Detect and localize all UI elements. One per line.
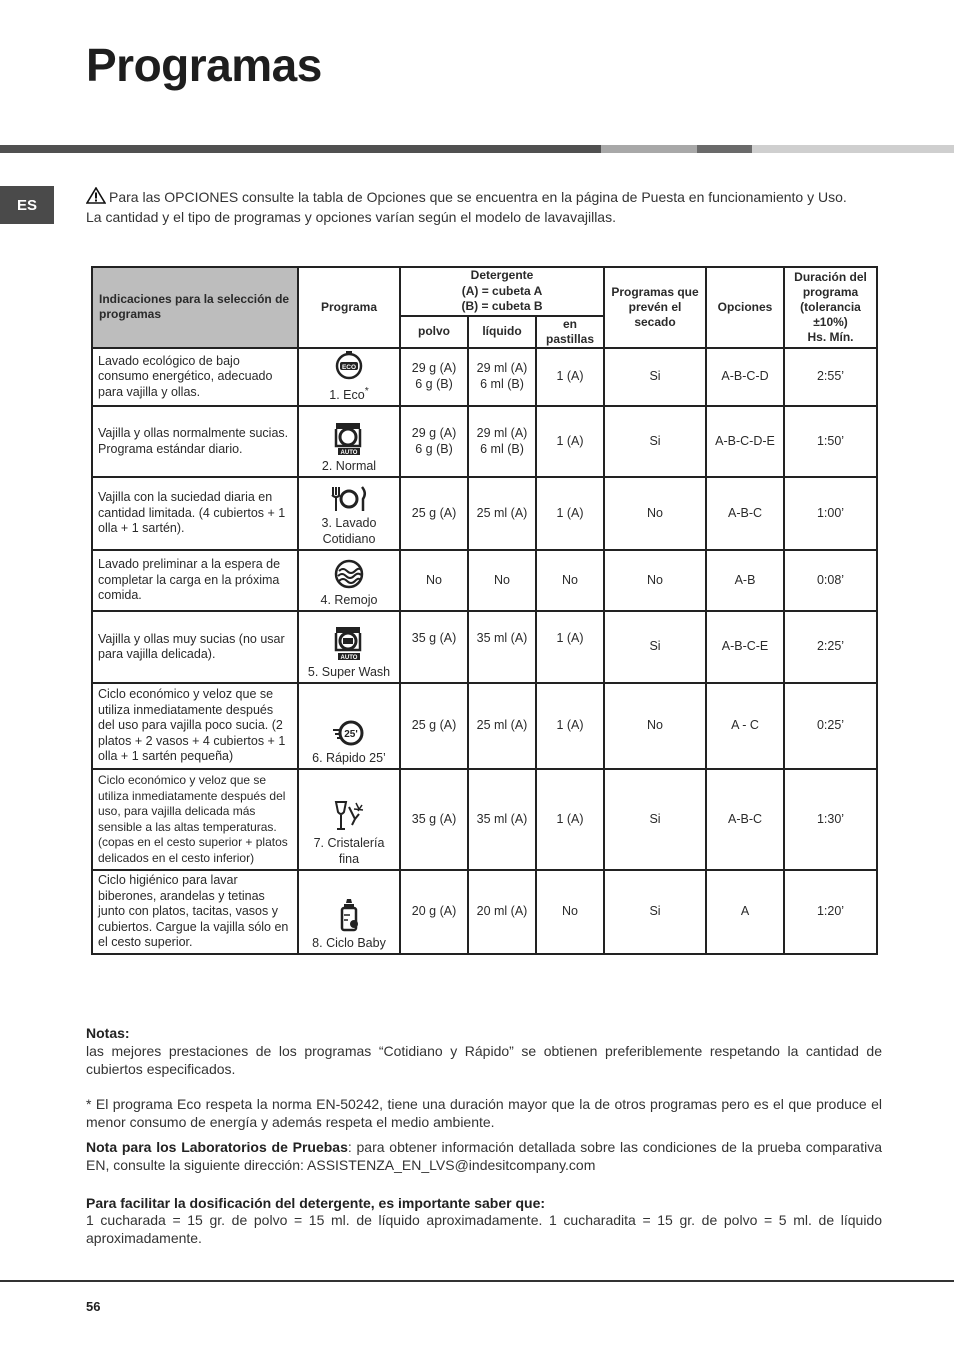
header-bar-dark2: [697, 145, 752, 153]
program-asterisk: *: [364, 385, 369, 397]
baby-bottle-icon: [335, 897, 363, 933]
options-cell: A - C: [706, 683, 784, 769]
header-bar-dark: [0, 145, 601, 153]
header-duration-l1: Duración del programa (tolerancia: [794, 269, 867, 314]
tablets-cell: No: [536, 550, 604, 611]
tablets-cell: 1 (A): [536, 348, 604, 407]
header-detergent-l3: (B) = cubeta B: [461, 299, 543, 313]
cutlery-icon: [329, 485, 369, 513]
duration-cell: 1:30’: [784, 769, 877, 870]
drying-cell: No: [604, 477, 706, 550]
header-liquid: líquido: [468, 316, 536, 348]
powder-cell: 20 g (A): [400, 870, 468, 954]
table-row: [92, 769, 877, 870]
warning-triangle-icon: [86, 187, 106, 208]
row-program: [298, 870, 400, 954]
options-cell: A-B: [706, 550, 784, 611]
program-name: 3. Lavado Cotidiano: [321, 516, 377, 546]
options-cell: A-B-C: [706, 477, 784, 550]
dosing-text: 1 cucharada = 15 gr. de polvo = 15 ml. de líquido aproximadamente. 1 cucharadita = 15 gr. de polvo = 5 ml. de líquido aproximadamente.: [86, 1212, 882, 1246]
program-name: 8. Ciclo Baby: [312, 935, 386, 950]
row-description: Vajilla y ollas normalmente sucias. Programa estándar diario.: [92, 406, 298, 477]
powder-cell: No: [400, 550, 468, 611]
rapid-25-icon: [331, 718, 367, 748]
svg-text:AUTO: AUTO: [340, 654, 358, 661]
duration-cell: 0:25’: [784, 683, 877, 769]
table-row: [92, 870, 877, 954]
glassware-icon: [332, 799, 366, 833]
drying-cell: Si: [604, 611, 706, 683]
row-program: [298, 769, 400, 870]
table-row: [92, 406, 877, 477]
header-detergent-l1: Detergente: [470, 268, 534, 282]
table-row: [92, 477, 877, 550]
intro-line-1: Para las OPCIONES consulte la tabla de Opciones que se encuentra en la página de Puesta en funcionamiento y Uso.: [109, 189, 847, 205]
header-duration-l3: Hs. Mín.: [807, 329, 854, 344]
footer-divider: [0, 1280, 954, 1282]
row-program: [298, 477, 400, 550]
notes-heading: Notas:: [86, 1025, 130, 1041]
intro-text: [86, 187, 886, 226]
liquid-b: 6 ml (B): [480, 441, 524, 456]
drying-cell: Si: [604, 769, 706, 870]
table-row: [92, 683, 877, 769]
header-drying: Programas que prevén el secado: [604, 267, 706, 348]
notes-lab: [86, 1138, 882, 1174]
program-name: 7. Cristalería fina: [313, 836, 385, 866]
liquid-cell: 20 ml (A): [468, 870, 536, 954]
powder-b: 6 g (B): [415, 376, 453, 391]
tablets-cell: 1 (A): [536, 406, 604, 477]
liquid-cell: [468, 348, 536, 407]
header-detergent-l2: (A) = cubeta A: [461, 283, 543, 298]
header-duration: [784, 267, 877, 348]
drying-cell: No: [604, 550, 706, 611]
tablets-cell: 1 (A): [536, 683, 604, 769]
row-program: [298, 406, 400, 477]
table-row: [92, 550, 877, 611]
powder-b: 6 g (B): [415, 441, 453, 456]
svg-text:AUTO: AUTO: [340, 449, 358, 456]
program-name: 1. Eco: [329, 387, 365, 402]
liquid-cell: 25 ml (A): [468, 683, 536, 769]
liquid-b: 6 ml (B): [480, 376, 524, 391]
normal-auto-icon: [332, 420, 366, 456]
tablets-cell: 1 (A): [536, 611, 604, 683]
duration-cell: 1:20’: [784, 870, 877, 954]
header-program: Programa: [298, 267, 400, 348]
tablets-cell: 1 (A): [536, 477, 604, 550]
options-cell: A-B-C-D: [706, 348, 784, 407]
notes-lab-text: : para obtener información detallada sobre las condiciones de la prueba comparativa EN, consulte la siguiente dirección: ASSISTENZA_EN_LVS@indesitcompany.com: [86, 1139, 882, 1173]
notes-paragraph-2: * El programa Eco respeta la norma EN-50242, tiene una duración mayor que la de otros programas pero es el que produce el menor consumo de energía y además respeta el medio ambiente.: [86, 1096, 882, 1130]
powder-cell: [400, 406, 468, 477]
duration-cell: 1:00’: [784, 477, 877, 550]
eco-icon: [334, 349, 364, 381]
header-detergent: [400, 267, 604, 316]
powder-a: 29 g (A): [411, 361, 457, 376]
program-name: 4. Remojo: [320, 592, 378, 607]
row-description: Ciclo higiénico para lavar biberones, arandelas y tetinas junto con platos, tacitas, vasos y cubiertos. Cargue la vajilla sólo en el cesto superior.: [92, 870, 298, 954]
liquid-cell: 25 ml (A): [468, 477, 536, 550]
header-bar-light: [752, 145, 954, 153]
row-description: Ciclo económico y veloz que se utiliza inmediatamente después del uso para vajilla poco sucia. (2 platos + 2 vasos + 4 cubiertos + 1 olla + 1 sartén pequeña): [92, 683, 298, 769]
row-description: Vajilla con la suciedad diaria en cantidad limitada. (4 cubiertos + 1 olla + 1 sartén).: [92, 477, 298, 550]
powder-a: 29 g (A): [411, 426, 457, 441]
row-description: Lavado ecológico de bajo consumo energético, adecuado para vajilla y ollas.: [92, 348, 298, 407]
header-bar-mid: [601, 145, 697, 153]
duration-cell: 0:08’: [784, 550, 877, 611]
powder-cell: 25 g (A): [400, 477, 468, 550]
liquid-cell: 35 ml (A): [468, 611, 536, 683]
tablets-cell: No: [536, 870, 604, 954]
program-name: 5. Super Wash: [307, 664, 391, 679]
liquid-a: 29 ml (A): [476, 361, 528, 376]
page-number: 56: [86, 1299, 101, 1314]
programs-table: [91, 266, 878, 955]
options-cell: A-B-C-D-E: [706, 406, 784, 477]
svg-text:25': 25': [344, 728, 358, 740]
header-duration-l2: ±10%): [813, 314, 848, 329]
duration-cell: 2:55’: [784, 348, 877, 407]
header-options: Opciones: [706, 267, 784, 348]
header-tablets: en pastillas: [536, 316, 604, 348]
row-description: Vajilla y ollas muy sucias (no usar para vajilla delicada).: [92, 611, 298, 683]
liquid-cell: [468, 406, 536, 477]
svg-text:ECO: ECO: [341, 363, 357, 371]
liquid-cell: 35 ml (A): [468, 769, 536, 870]
drying-cell: Si: [604, 870, 706, 954]
row-program: [298, 348, 400, 407]
table-row: [92, 611, 877, 683]
liquid-cell: No: [468, 550, 536, 611]
notes-lab-bold: Nota para los Laboratorios de Pruebas: [86, 1139, 348, 1155]
duration-cell: 2:25’: [784, 611, 877, 683]
header-powder: polvo: [400, 316, 468, 348]
powder-cell: 25 g (A): [400, 683, 468, 769]
drying-cell: Si: [604, 406, 706, 477]
table-row: [92, 348, 877, 407]
options-cell: A-B-C-E: [706, 611, 784, 683]
drying-cell: Si: [604, 348, 706, 407]
dosing-heading: Para facilitar la dosificación del detergente, es importante saber que:: [86, 1195, 546, 1211]
row-description: Ciclo económico y veloz que se utiliza inmediatamente después del uso, para vajilla delicada más sensible a las altas temperaturas. (copas en el cesto superior + platos delicados en el cesto inferior): [92, 769, 298, 870]
tablets-cell: 1 (A): [536, 769, 604, 870]
liquid-a: 29 ml (A): [476, 426, 528, 441]
intro-line-2: La cantidad y el tipo de programas y opciones varían según el modelo de lavavajillas.: [86, 209, 616, 225]
row-program: [298, 683, 400, 769]
program-name: 6. Rápido 25’: [312, 750, 386, 765]
powder-cell: 35 g (A): [400, 611, 468, 683]
duration-cell: 1:50’: [784, 406, 877, 477]
powder-cell: [400, 348, 468, 407]
page-title: Programas: [86, 39, 322, 91]
drying-cell: No: [604, 683, 706, 769]
notes-paragraph-1: las mejores prestaciones de los programas “Cotidiano y Rápido” se obtienen preferiblemente respetando la cantidad de cubiertos especificados.: [86, 1043, 882, 1077]
program-name: 2. Normal: [321, 458, 377, 473]
soak-icon: [333, 558, 365, 590]
options-cell: A: [706, 870, 784, 954]
header-selection: Indicaciones para la selección de programas: [92, 267, 298, 348]
powder-cell: 35 g (A): [400, 769, 468, 870]
row-program: [298, 550, 400, 611]
language-tab: ES: [0, 186, 54, 224]
options-cell: A-B-C: [706, 769, 784, 870]
super-wash-icon: [332, 624, 366, 662]
row-program: [298, 611, 400, 683]
row-description: Lavado preliminar a la espera de completar la carga en la próxima comida.: [92, 550, 298, 611]
